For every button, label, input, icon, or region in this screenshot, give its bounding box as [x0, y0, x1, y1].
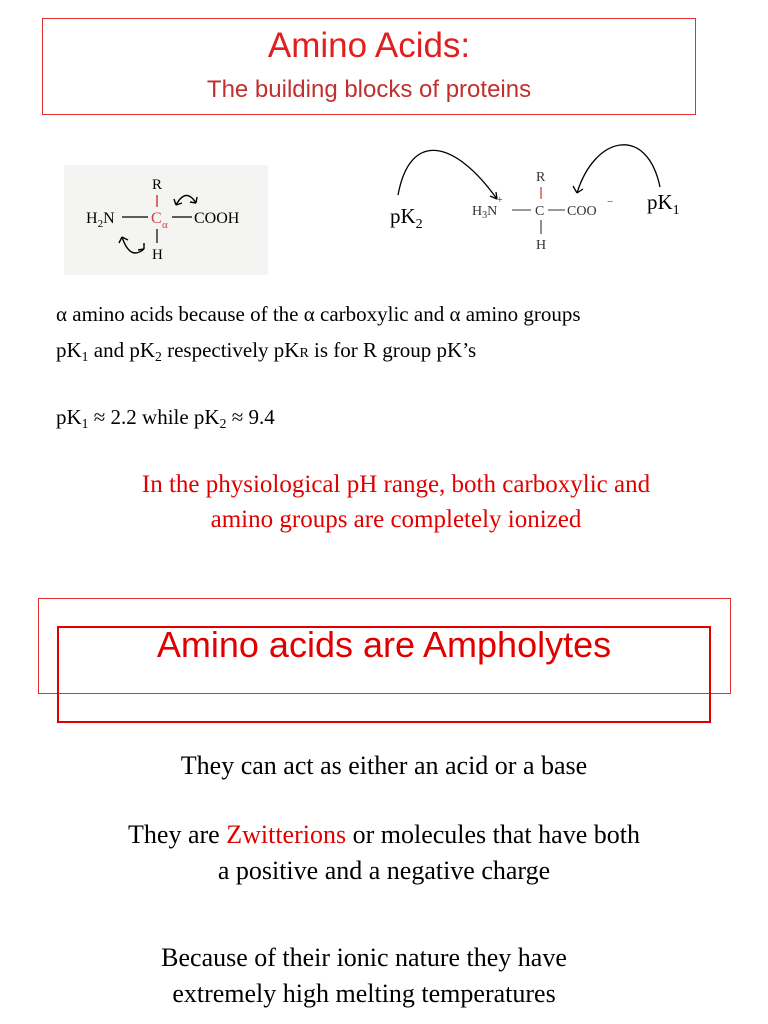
melting-line-1: Because of their ionic nature they have	[161, 943, 567, 972]
struct1-cooh: COOH	[194, 210, 240, 227]
struct2-plus: +	[497, 195, 503, 206]
page-title: Amino Acids:	[267, 26, 471, 65]
body-line-1: α amino acids because of the α carboxylic and α amino groups	[56, 302, 581, 326]
struct1-c: C	[151, 210, 162, 227]
pk2-label: $pK_2$	[390, 204, 423, 232]
zwitterion-structure	[385, 135, 705, 260]
amino-acid-structure	[64, 165, 268, 275]
struct2-coo: COO	[567, 204, 597, 219]
ionized-note-line-1: In the physiological pH range, both carboxylic and	[141, 471, 651, 498]
body-line-2: $pK_1$ and $pK_2$ respectively pKR is for R group pK’s	[56, 338, 477, 365]
struct2-minus: −	[607, 196, 614, 208]
amino-acid-structure-drawing	[64, 165, 268, 275]
struct1-h2n: $H_2N$	[86, 210, 115, 230]
zwitterion-line-2: a positive and a negative charge	[217, 856, 551, 885]
page-subtitle: The building blocks of proteins	[206, 76, 532, 103]
struct1-r: R	[152, 177, 163, 193]
melting-line-2: extremely high melting temperatures	[172, 979, 556, 1008]
pk1-label: $pK_1$	[647, 190, 680, 218]
pk2-arrow	[398, 150, 497, 199]
ampholyte-definition: They can act as either an acid or a base	[180, 751, 588, 780]
struct2-h3n: $H_3N$	[472, 204, 498, 221]
zwitterion-line-1: They are Zwitterions or molecules that have both	[128, 820, 640, 849]
struct1-alpha: α	[162, 219, 168, 231]
struct2-h: H	[536, 238, 547, 253]
section-heading: Amino acids are Ampholytes	[156, 624, 612, 665]
ionized-note-line-2: amino groups are completely ionized	[210, 506, 582, 533]
struct1-h: H	[152, 247, 163, 263]
zwitterion-structure-drawing	[385, 135, 705, 260]
zwitterions-term: Zwitterions	[226, 820, 347, 849]
struct2-r: R	[536, 170, 546, 185]
struct2-c: C	[535, 204, 545, 219]
pk1-arrow	[577, 145, 660, 193]
body-line-3: $pK_1 \approx 2.2$ while $pK_2 \approx 9.4$	[56, 405, 275, 432]
